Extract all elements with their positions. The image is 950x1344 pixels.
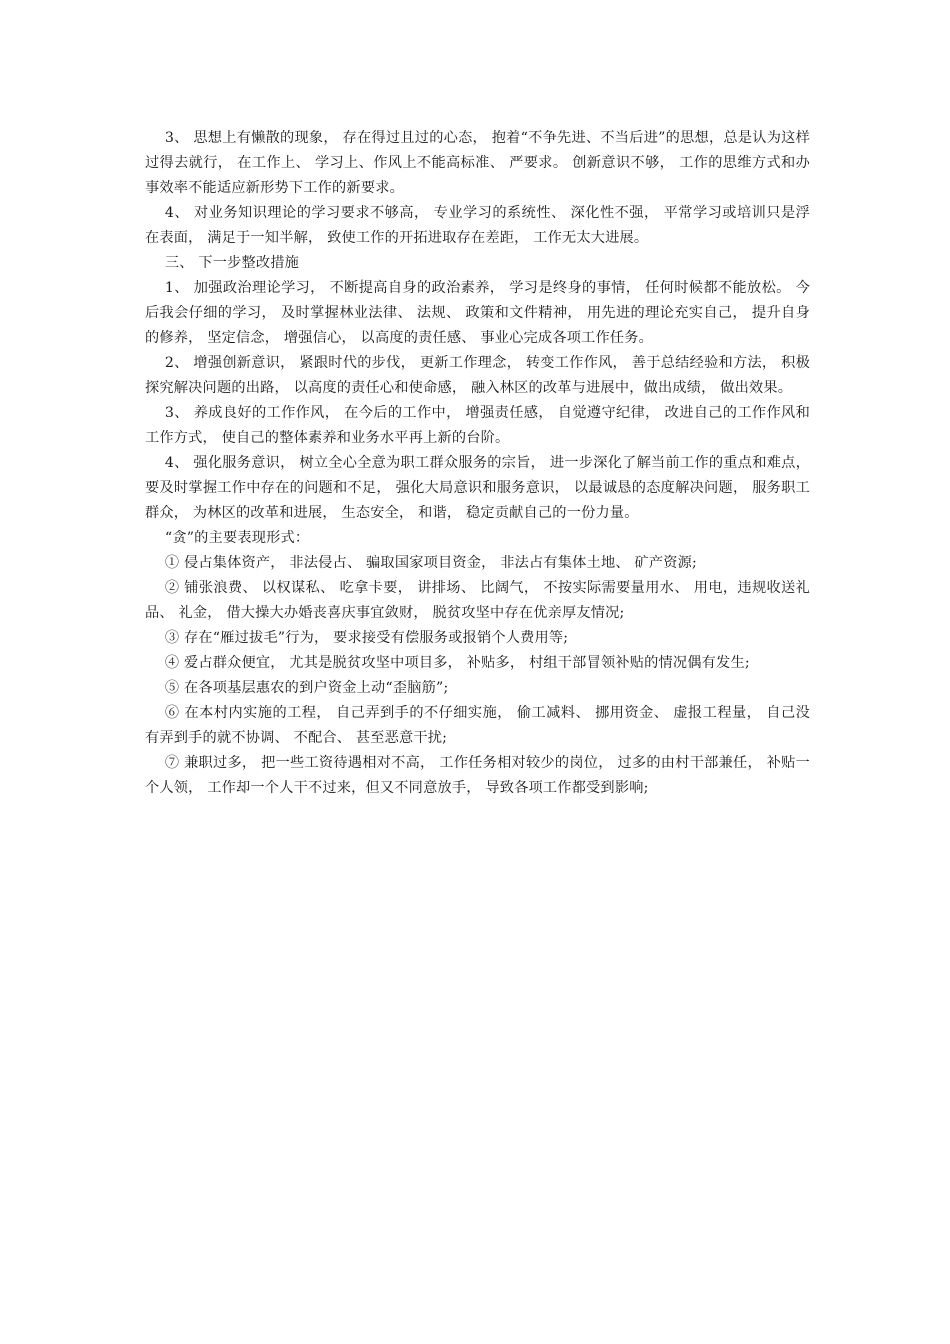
paragraph-laziness: 3、 思想上有懒散的现象， 存在得过且过的心态， 抱着“不争先进、不当后进”的思想，总是认为这样过得去就行， 在工作上、 学习上、作风上不能高标准、 严要求。 创新意识不够， 工作的思维方式和办事效率不能适应新形势下工作的新要求。 [145, 130, 810, 196]
list-item-7: ⑦ 兼职过多， 把一些工资待遇相对不高， 工作任务相对较少的岗位， 过多的由村干部兼任， 补贴一个人领， 工作却一个人干不过来，但又不同意放手， 导致各项工作都受到影响; [145, 755, 810, 796]
list-item-1: ① 侵占集体资产， 非法侵占、 骗取国家项目资金， 非法占有集体土地、 矿产资源; [164, 555, 697, 571]
paragraph-work-style: 3、 养成良好的工作作风， 在今后的工作中， 增强责任感， 自觉遵守纪律， 改进自己的工作作风和工作方式， 使自己的整体素养和业务水平再上新的台阶。 [145, 405, 810, 446]
paragraph-service-awareness: 4、 强化服务意识， 树立全心全意为职工群众服务的宗旨， 进一步深化了解当前工作的重点和难点， 要及时掌握工作中存在的问题和不足， 强化大局意识和服务意识， 以最诚恳的态度解决问题， 服务职工群众， 为林区的改革和进展， 生态安全， 和谐， 稳定贡献自己的一份力量。 [145, 455, 810, 521]
paragraph-innovation: 2、 增强创新意识， 紧跟时代的步伐， 更新工作理念， 转变工作作风， 善于总结经验和方法， 积极探究解决问题的出路， 以高度的责任心和使命感， 融入林区的改革与进展中，做出成绩， 做出效果。 [145, 355, 810, 396]
section-heading-rectification: 三、 下一步整改措施 [164, 255, 300, 271]
section-heading-greed-forms: “贪”的主要表现形式： [164, 530, 310, 546]
list-item-5: ⑤ 在各项基层惠农的到户资金上动“歪脑筋”; [164, 680, 449, 696]
list-item-4: ④ 爱占群众便宜， 尤其是脱贫攻坚中项目多， 补贴多， 村组干部冒领补贴的情况偶有发生; [164, 655, 750, 671]
list-item-3: ③ 存在“雁过拔毛”行为， 要求接受有偿服务或报销个人费用等; [164, 630, 569, 646]
list-item-6: ⑥ 在本村内实施的工程， 自己弄到手的不仔细实施， 偷工减料、 挪用资金、 虚报工程量， 自己没有弄到手的就不协调、 不配合、 甚至恶意干扰; [145, 705, 810, 746]
paragraph-political-study: 1、 加强政治理论学习， 不断提高自身的政治素养， 学习是终身的事情， 任何时候都不能放松。 今后我会仔细的学习， 及时掌握林业法律、 法规、 政策和文件精神， 用先进的理论充实自己， 提升自身的修养， 坚定信念， 增强信心， 以高度的责任感、 事业心完成各项工作任务。 [145, 280, 810, 346]
document-page [145, 126, 810, 801]
paragraph-study-requirements: 4、 对业务知识理论的学习要求不够高， 专业学习的系统性、 深化性不强， 平常学习或培训只是浮在表面， 满足于一知半解， 致使工作的开拓进取存在差距， 工作无太大进展。 [145, 205, 810, 246]
list-item-2: ② 铺张浪费、 以权谋私、 吃拿卡要， 讲排场、 比阔气， 不按实际需要量用水、 用电，违规收送礼品、 礼金， 借大操大办婚丧喜庆事宜敛财， 脱贫攻坚中存在优亲厚友情况; [145, 580, 810, 621]
